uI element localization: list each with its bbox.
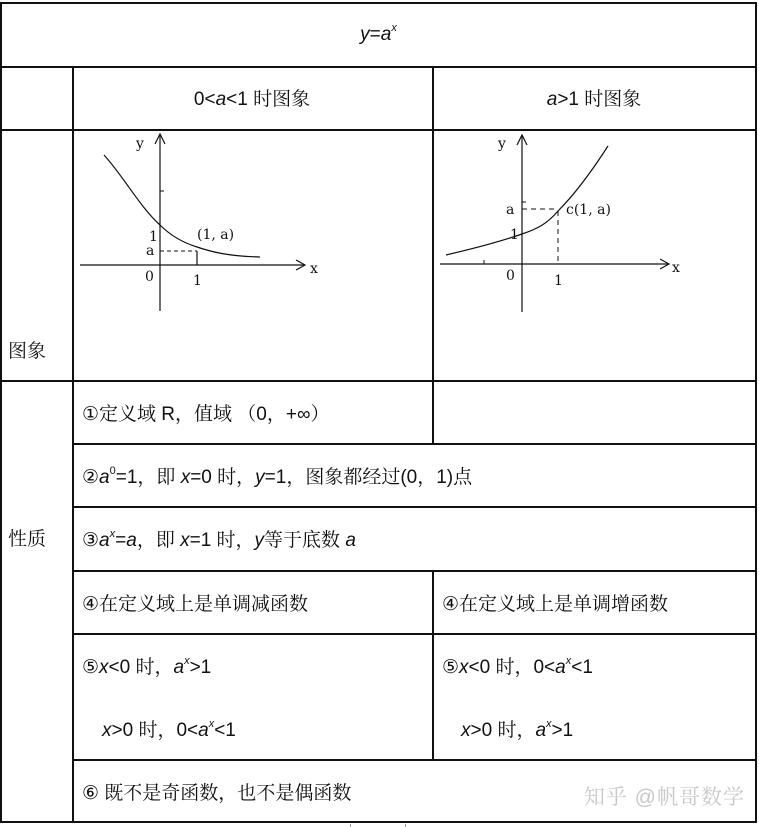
- property-passes-0-1: $②a^0=1$，即 x=0 时，y=1，图象都经过(0，1)点: [82, 465, 473, 488]
- tick-label-ya: a: [506, 202, 515, 218]
- origin-label: 0: [145, 269, 154, 285]
- tick-label-ya: a: [146, 243, 155, 259]
- column-header-increasing: a>1 时图象: [546, 89, 642, 110]
- tick-label-y1: 1: [149, 229, 158, 245]
- point-label: (1, a): [197, 227, 235, 243]
- tick-label-x1: 1: [193, 273, 202, 289]
- property-domain-range: ①定义域 R，值域 （0，+∞）: [82, 404, 330, 425]
- graph-increasing: [432, 129, 756, 379]
- tick-label-y1: 1: [510, 227, 519, 243]
- property-monotonic-increasing: ④在定义域上是单调增函数: [442, 594, 669, 615]
- row-label-graph: 图象: [8, 340, 47, 362]
- point-label: c(1, a): [566, 202, 611, 218]
- graph-decreasing: [72, 129, 432, 379]
- property-parity: ⑥ 既不是奇函数，也不是偶函数: [82, 782, 352, 804]
- axis-label-x: x: [672, 260, 680, 276]
- table-title: $y=a^x$: [360, 22, 397, 45]
- property-x-equals-1: $③a^x=a$，即 x=1 时，y等于底数 a: [82, 528, 356, 551]
- axis-label-y: y: [136, 136, 144, 152]
- property-sign-right-line1: ⑤x<0 时，$0<a^x<1$: [442, 654, 593, 678]
- row-label-properties: 性质: [8, 528, 47, 550]
- property-sign-right-line2: x>0 时，$a^x>1$: [461, 717, 574, 741]
- property-monotonic-decreasing: ④在定义域上是单调减函数: [82, 594, 309, 615]
- border-line: [0, 2, 2, 823]
- tick-label-x1: 1: [554, 273, 563, 289]
- axis-label-x: x: [310, 261, 318, 277]
- origin-label: 0: [506, 268, 515, 284]
- column-header-decreasing: 0<a<1 时图象: [193, 89, 311, 110]
- property-sign-left-line2: x>0 时，$0<a^x<1$: [102, 717, 236, 741]
- property-sign-left-line1: ⑤x<0 时，$a^x>1$: [82, 654, 212, 678]
- axis-label-y: y: [498, 136, 506, 152]
- watermark: 知乎 @帆哥数学: [583, 786, 745, 809]
